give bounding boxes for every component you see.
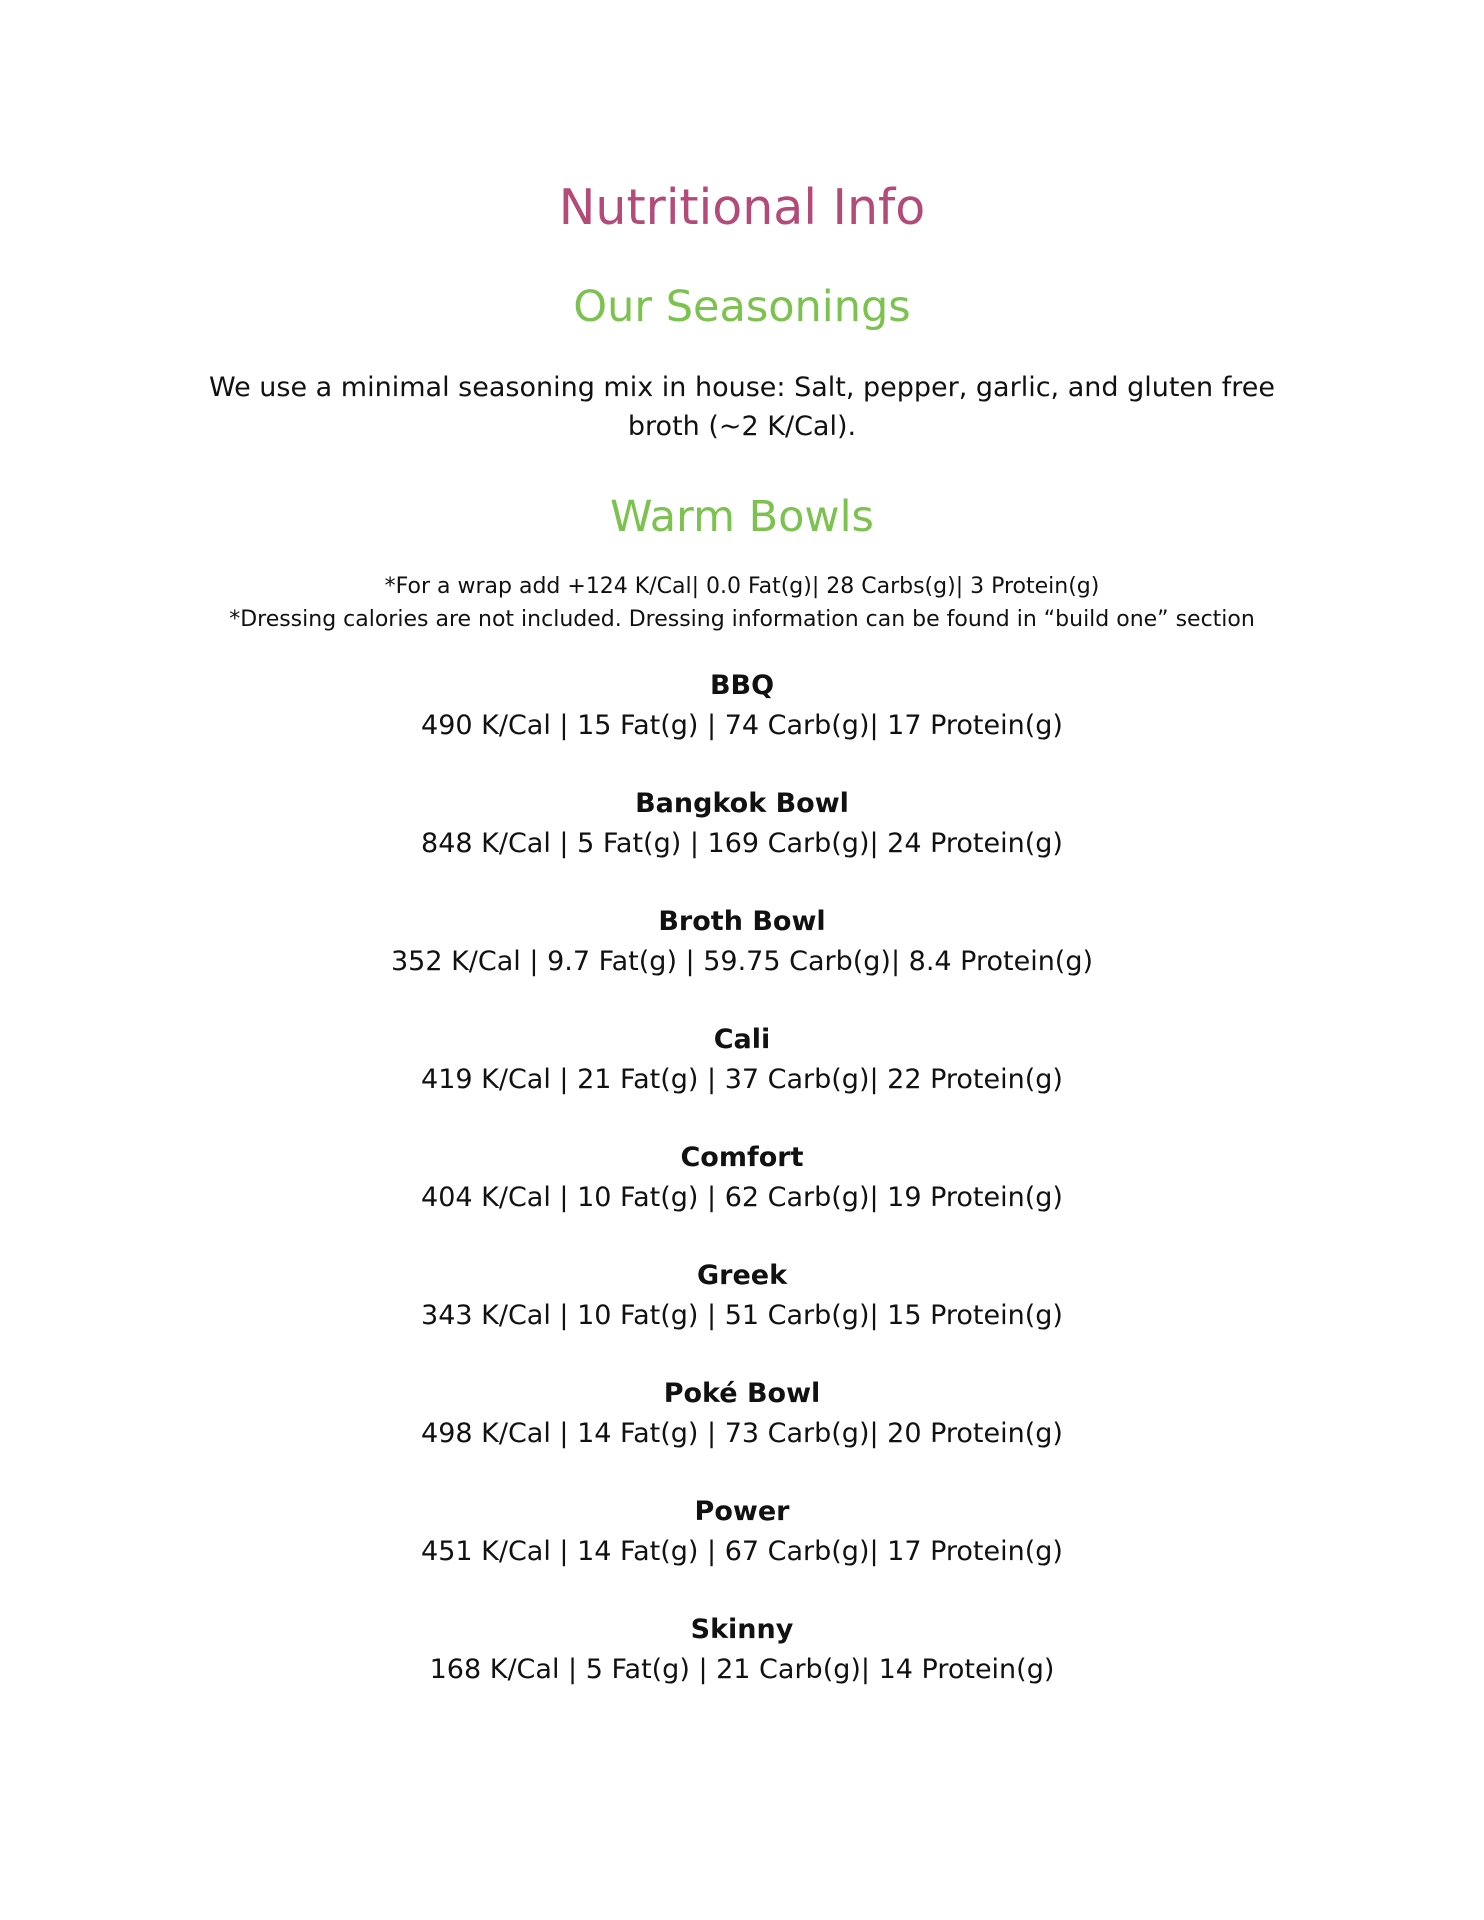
bowl-nutrition: 490 K/Cal | 15 Fat(g) | 74 Carb(g)| 17 Protein(g) xyxy=(421,710,1063,741)
bowl-name: Comfort xyxy=(680,1142,804,1173)
bowl-name: Bangkok Bowl xyxy=(635,788,849,819)
bowl-name: Broth Bowl xyxy=(658,906,826,937)
bowl-nutrition: 404 K/Cal | 10 Fat(g) | 62 Carb(g)| 19 Protein(g) xyxy=(421,1182,1063,1213)
bowl-nutrition: 352 K/Cal | 9.7 Fat(g) | 59.75 Carb(g)| 8.4 Protein(g) xyxy=(390,946,1094,977)
bowl-name: Power xyxy=(694,1496,790,1527)
bowl-name: Skinny xyxy=(690,1614,794,1645)
bowl-item xyxy=(0,784,1484,864)
bowl-nutrition: 498 K/Cal | 14 Fat(g) | 73 Carb(g)| 20 Protein(g) xyxy=(421,1418,1063,1449)
bowl-nutrition: 451 K/Cal | 14 Fat(g) | 67 Carb(g)| 17 Protein(g) xyxy=(421,1536,1063,1567)
bowl-item xyxy=(0,1256,1484,1336)
bowl-nutrition: 168 K/Cal | 5 Fat(g) | 21 Carb(g)| 14 Protein(g) xyxy=(429,1654,1055,1685)
bowl-item xyxy=(0,902,1484,982)
bowl-item xyxy=(0,1138,1484,1218)
warm-bowls-heading: Warm Bowls xyxy=(610,492,874,542)
bowl-item xyxy=(0,1610,1484,1690)
seasonings-description: We use a minimal seasoning mix in house: Salt, pepper, garlic, and gluten free broth (~2 K/Cal). xyxy=(209,372,1275,442)
bowl-item xyxy=(0,1492,1484,1572)
page-title: Nutritional Info xyxy=(558,179,926,236)
bowl-item xyxy=(0,1020,1484,1100)
bowl-name: Poké Bowl xyxy=(663,1378,821,1409)
bowl-item xyxy=(0,666,1484,746)
seasonings-heading: Our Seasonings xyxy=(573,282,911,332)
bowl-name: Greek xyxy=(696,1260,788,1291)
bowl-nutrition: 343 K/Cal | 10 Fat(g) | 51 Carb(g)| 15 Protein(g) xyxy=(421,1300,1063,1331)
bowl-nutrition: 848 K/Cal | 5 Fat(g) | 169 Carb(g)| 24 Protein(g) xyxy=(421,828,1063,859)
bowl-name: BBQ xyxy=(709,670,775,701)
wrap-note: *For a wrap add +124 K/Cal| 0.0 Fat(g)| 28 Carbs(g)| 3 Protein(g) xyxy=(384,574,1100,599)
dressing-note: *Dressing calories are not included. Dressing information can be found in “build one” section xyxy=(229,607,1255,632)
bowl-list xyxy=(0,666,1484,1690)
warm-bowls-notes xyxy=(0,570,1484,636)
bowl-item xyxy=(0,1374,1484,1454)
bowl-name: Cali xyxy=(713,1024,771,1055)
bowl-nutrition: 419 K/Cal | 21 Fat(g) | 37 Carb(g)| 22 Protein(g) xyxy=(421,1064,1063,1095)
